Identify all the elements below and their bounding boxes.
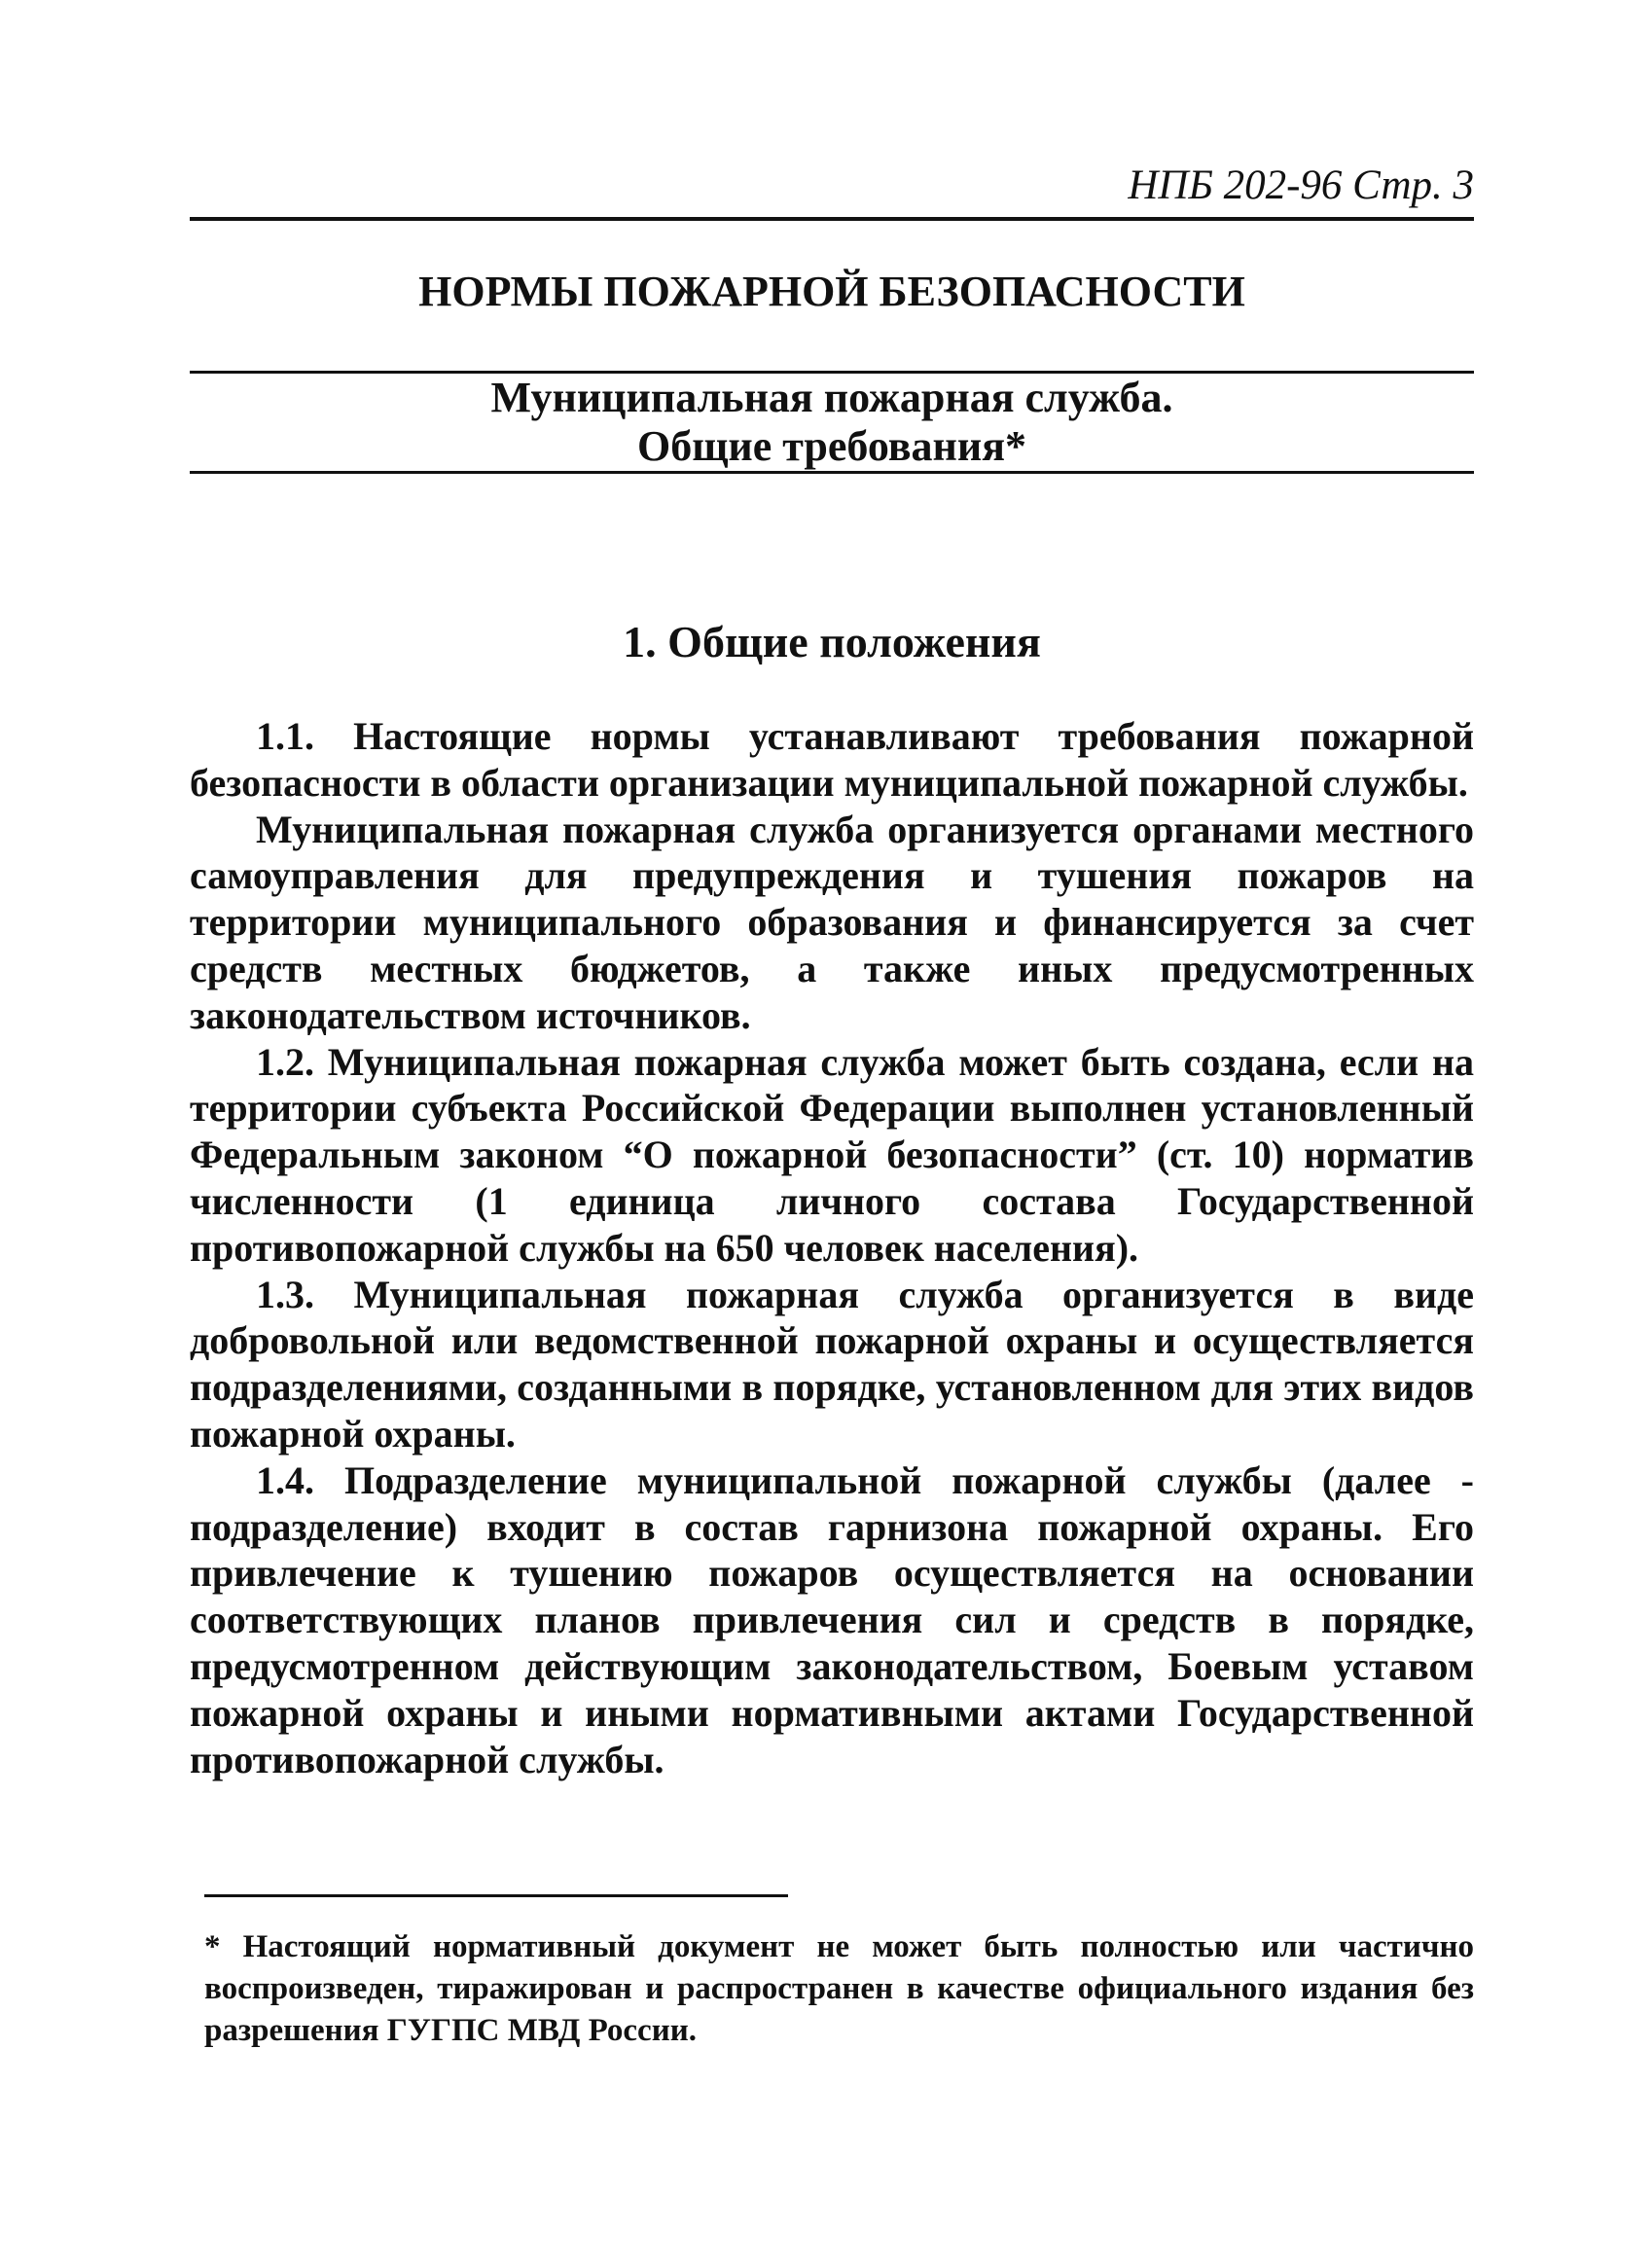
- subtitle-bottom-rule: [190, 471, 1474, 474]
- paragraph-1-1-continued: Муниципальная пожарная служба организуется органами местного самоуправления для предупреждения и тушения пожаров на территории муниципального образования и финансируется за счет средств местных бюджетов, а также иных предусмотренных законодательством источников.: [190, 807, 1474, 1037]
- footnote: * Настоящий нормативный документ не может быть полностью или частично воспроизведен, тиражирован и распространен в качестве официального издания без разрешения ГУГПС МВД России.: [204, 1929, 1474, 2048]
- section-body: [190, 713, 1474, 1782]
- subtitle-line-2: Общие требования*: [637, 422, 1026, 470]
- footnote-separator: [204, 1894, 788, 1897]
- paragraph-1-4: 1.4. Подразделение муниципальной пожарной службы (далее - подразделение) входит в состав гарнизона пожарной охраны. Его привлечение к тушению пожаров осуществляется на основании соответствующих планов привлечения сил и средств в порядке, предусмотренном действующим законодательством, Боевым уставом пожарной охраны и иными нормативными актами Государственной противопожарной службы.: [190, 1457, 1474, 1781]
- document-subtitle: [190, 374, 1474, 471]
- running-head: НПБ 202-96 Стр. 3: [1128, 162, 1474, 208]
- header-rule: [190, 217, 1474, 221]
- paragraph-1-1: 1.1. Настоящие нормы устанавливают требования пожарной безопасности в области организации муниципальной пожарной службы.: [190, 714, 1474, 805]
- paragraph-1-2: 1.2. Муниципальная пожарная служба может быть создана, если на территории субъекта Российской Федерации выполнен установленный Федеральным законом “О пожарной безопасности” (ст. 10) норматив численности (1 единица личного состава Государственной противопожарной службы на 650 человек населения).: [190, 1039, 1474, 1270]
- subtitle-line-1: Муниципальная пожарная служба.: [490, 374, 1173, 421]
- section-heading: 1. Общие положения: [623, 617, 1041, 666]
- document-title: НОРМЫ ПОЖАРНОЙ БЕЗОПАСНОСТИ: [418, 268, 1245, 315]
- page-header: [190, 161, 1474, 221]
- paragraph-1-3: 1.3. Муниципальная пожарная служба организуется в виде добровольной или ведомственной пожарной охраны и осуществляется подразделениями, созданными в порядке, установленном для этих видов пожарной охраны.: [190, 1272, 1474, 1456]
